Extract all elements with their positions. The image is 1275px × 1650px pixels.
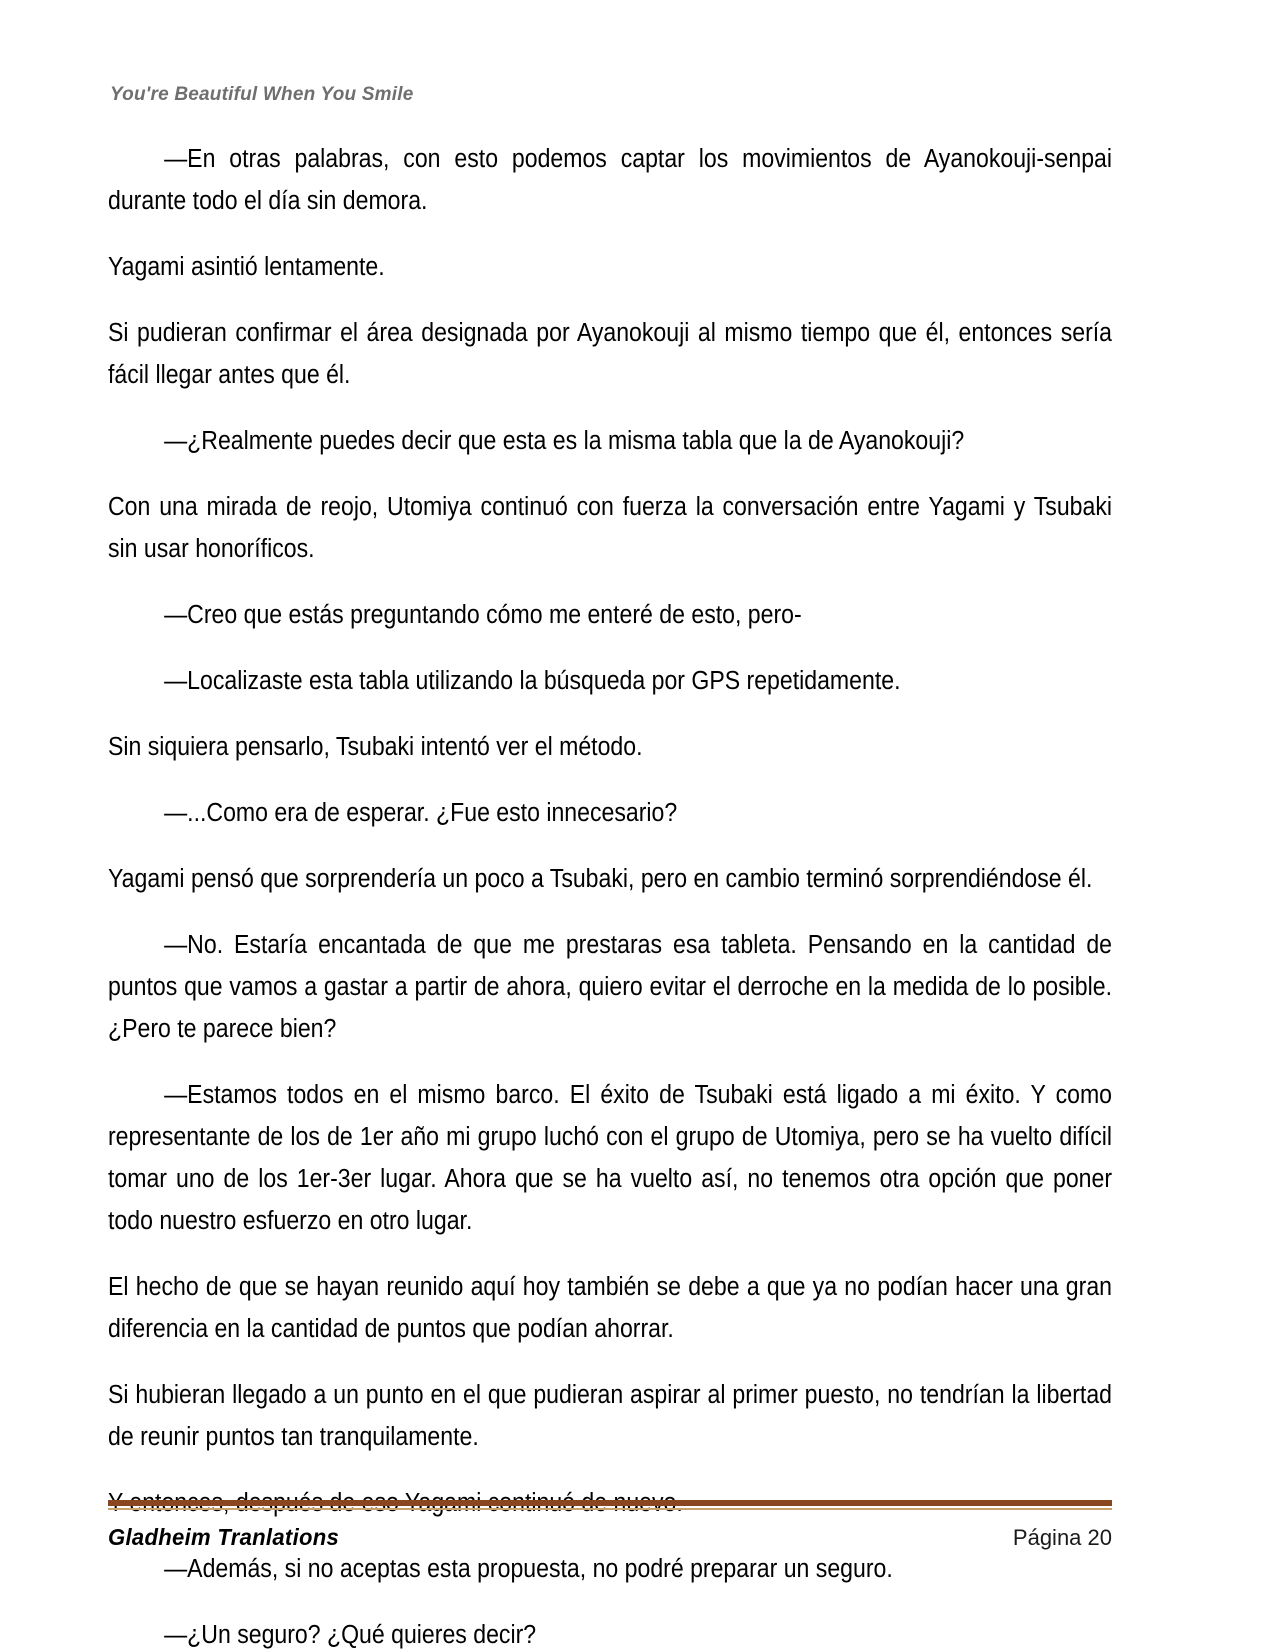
body-text-column (108, 138, 1112, 1650)
paragraph: Si pudieran confirmar el área designada por Ayanokouji al mismo tiempo que él, entonces sería fácil llegar antes que él. (108, 319, 1113, 389)
running-header (110, 84, 1110, 106)
paragraph: —...Como era de esperar. ¿Fue esto innecesario? (164, 799, 678, 827)
paragraph: —Creo que estás preguntando cómo me enteré de esto, pero- (164, 601, 802, 629)
paragraph: —Además, si no aceptas esta propuesta, no podré preparar un seguro. (164, 1555, 893, 1583)
paragraph: —Estamos todos en el mismo barco. El éxito de Tsubaki está ligado a mi éxito. Y como representante de los de 1er año mi grupo luchó con el grupo de Utomiya, pero se ha vuelto difícil tomar uno de los 1er-3er lugar. Ahora que se ha vuelto así, no tenemos otra opción que poner todo nuestro esfuerzo en otro lugar. (108, 1081, 1113, 1235)
paragraph: —¿Un seguro? ¿Qué quieres decir? (164, 1621, 537, 1649)
paragraph: Con una mirada de reojo, Utomiya continuó con fuerza la conversación entre Yagami y Tsubaki sin usar honoríficos. (108, 493, 1113, 563)
paragraph: Yagami asintió lentamente. (108, 253, 385, 281)
paragraph: —No. Estaría encantada de que me prestaras esa tableta. Pensando en la cantidad de puntos que vamos a gastar a partir de ahora, quiero evitar el derroche en la medida de lo posible. ¿Pero te parece bien? (108, 931, 1113, 1043)
footer-brand-label: Gladheim Tranlations (108, 1524, 340, 1550)
paragraph: El hecho de que se hayan reunido aquí hoy también se debe a que ya no podían hacer una gran diferencia en la cantidad de puntos que podían ahorrar. (108, 1273, 1113, 1343)
paragraph: —En otras palabras, con esto podemos captar los movimientos de Ayanokouji-senpai durante todo el día sin demora. (108, 145, 1113, 215)
page-footer (108, 1500, 1112, 1551)
footer-page-number: Página 20 (1012, 1525, 1112, 1550)
footer-rule-thick (108, 1500, 1112, 1506)
paragraph: Sin siquiera pensarlo, Tsubaki intentó ver el método. (108, 733, 643, 761)
footer-row (108, 1524, 1112, 1551)
paragraph: —¿Realmente puedes decir que esta es la misma tabla que la de Ayanokouji? (164, 427, 965, 455)
running-header-title: You're Beautiful When You Smile (110, 84, 414, 105)
paragraph: Si hubieran llegado a un punto en el que pudieran aspirar al primer puesto, no tendrían la libertad de reunir puntos tan tranquilamente. (108, 1381, 1113, 1451)
footer-rule-thin (108, 1508, 1112, 1510)
paragraph: Yagami pensó que sorprendería un poco a Tsubaki, pero en cambio terminó sorprendiéndose él. (108, 865, 1093, 893)
paragraph: —Localizaste esta tabla utilizando la búsqueda por GPS repetidamente. (164, 667, 901, 695)
